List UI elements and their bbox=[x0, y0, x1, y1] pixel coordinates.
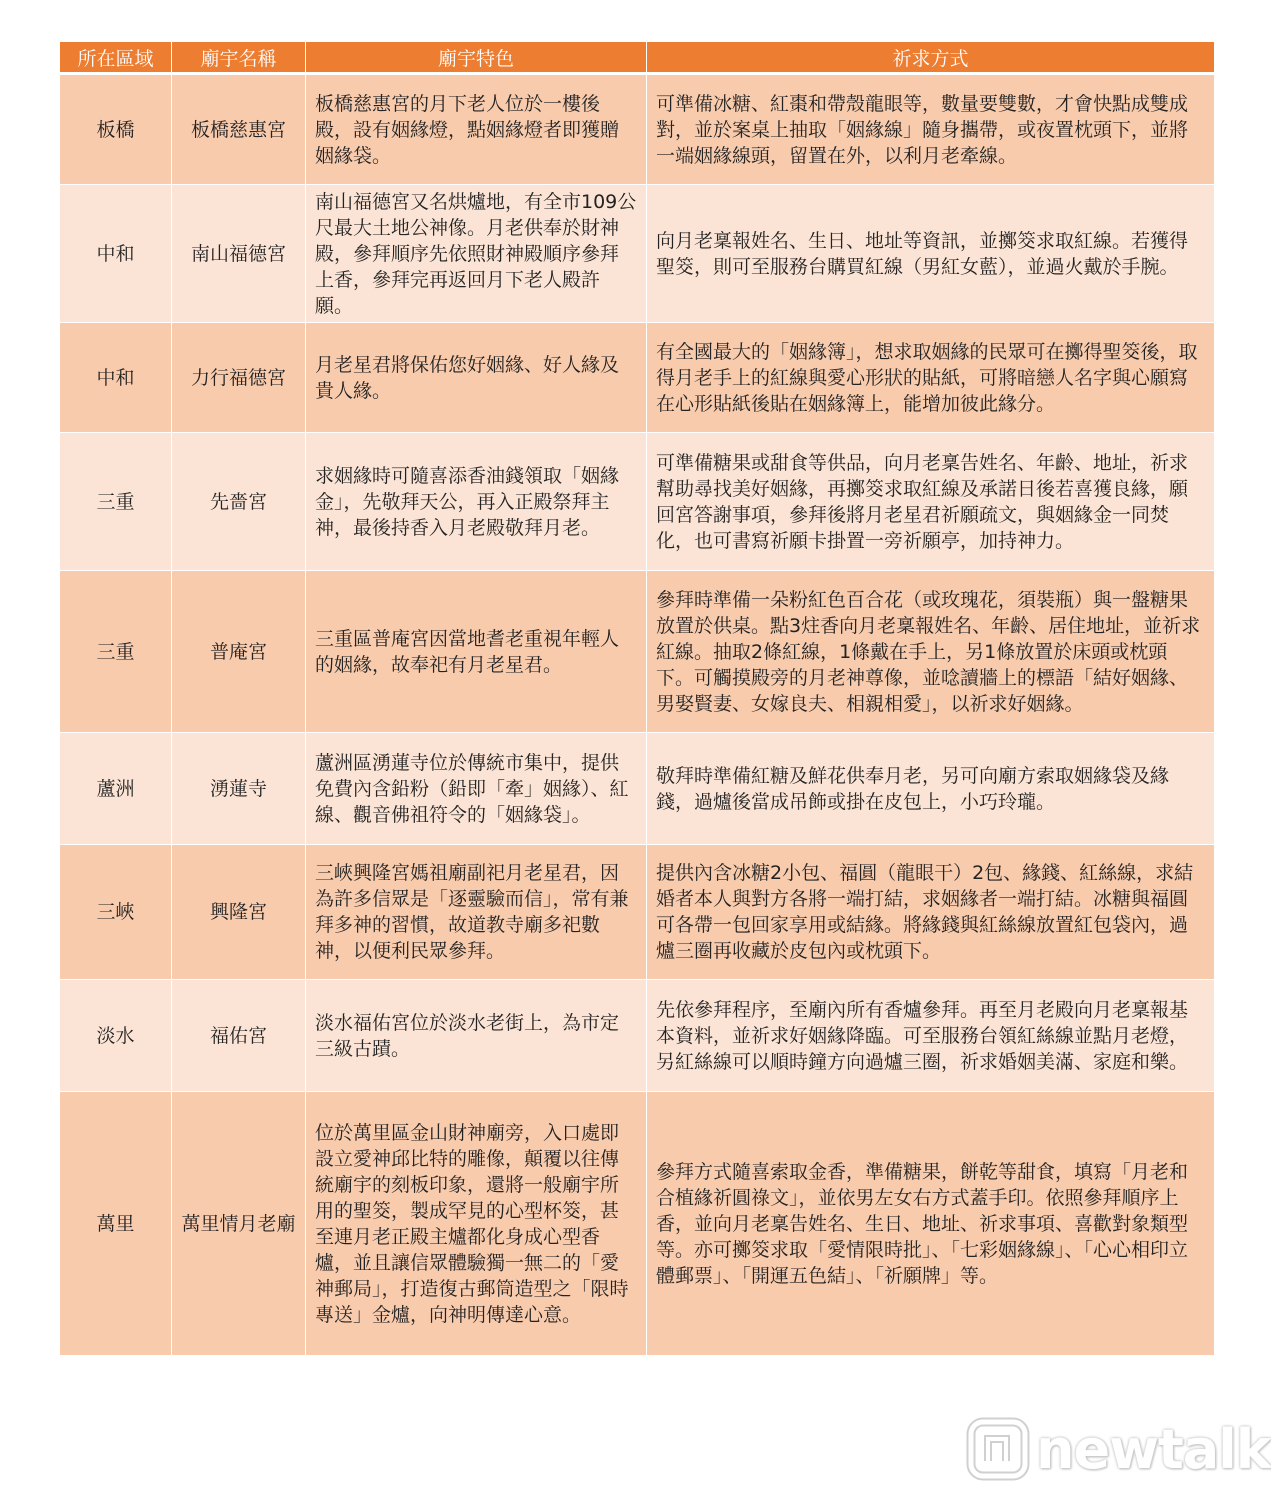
cell-temple: 板橋慈惠宮 bbox=[172, 74, 306, 185]
cell-area: 三重 bbox=[60, 571, 172, 733]
cell-area: 蘆洲 bbox=[60, 733, 172, 845]
cell-area: 中和 bbox=[60, 323, 172, 433]
cell-method: 可準備冰糖、紅棗和帶殼龍眼等，數量要雙數，才會快點成雙成對，並於案桌上抽取「姻緣線」隨身攜帶，或夜置枕頭下，並將一端姻緣線頭，留置在外，以利月老牽線。 bbox=[647, 74, 1215, 185]
header-temple: 廟宇名稱 bbox=[172, 42, 306, 74]
cell-method: 向月老稟報姓名、生日、地址等資訊，並擲筊求取紅線。若獲得聖筊，則可至服務台購買紅線（男紅女藍），並過火戴於手腕。 bbox=[647, 185, 1215, 323]
cell-feature: 淡水福佑宮位於淡水老街上，為市定三級古蹟。 bbox=[306, 980, 647, 1092]
temple-table bbox=[59, 41, 1215, 1356]
cell-temple: 普庵宮 bbox=[172, 571, 306, 733]
cell-feature: 位於萬里區金山財神廟旁，入口處即設立愛神邱比特的雕像，顛覆以往傳統廟宇的刻板印象，還將一般廟宇所用的聖筊，製成罕見的心型杯筊，甚至連月老正殿主爐都化身成心型香爐，並且讓信眾體驗獨一無二的「愛神郵局」，打造復古郵筒造型之「限時專送」金爐，向神明傳達心意。 bbox=[306, 1092, 647, 1356]
header-method: 祈求方式 bbox=[647, 42, 1215, 74]
newtalk-logo-icon bbox=[966, 1417, 1032, 1483]
cell-temple: 湧蓮寺 bbox=[172, 733, 306, 845]
header-area: 所在區域 bbox=[60, 42, 172, 74]
cell-method: 參拜方式隨喜索取金香，準備糖果，餅乾等甜食，填寫「月老和合植緣祈圓祿文」，並依男左女右方式蓋手印。依照參拜順序上香，並向月老稟告姓名、生日、地址、祈求事項、喜歡對象類型等。亦可擲筊求取「愛情限時批」、「七彩姻緣線」、「心心相印立體郵票」、「開運五色結」、「祈願牌」等。 bbox=[647, 1092, 1215, 1356]
cell-area: 三重 bbox=[60, 433, 172, 571]
cell-feature: 南山福德宮又名烘爐地，有全市109公尺最大土地公神像。月老供奉於財神殿，參拜順序先依照財神殿順序參拜上香，參拜完再返回月下老人殿許願。 bbox=[306, 185, 647, 323]
cell-temple: 福佑宮 bbox=[172, 980, 306, 1092]
table-row bbox=[60, 733, 1215, 845]
cell-feature: 蘆洲區湧蓮寺位於傳統市集中，提供免費內含鉛粉（鉛即「牽」姻緣）、紅線、觀音佛祖符令的「姻緣袋」。 bbox=[306, 733, 647, 845]
cell-feature: 板橋慈惠宮的月下老人位於一樓後殿，設有姻緣燈，點姻緣燈者即獲贈姻緣袋。 bbox=[306, 74, 647, 185]
cell-feature: 月老星君將保佑您好姻緣、好人緣及貴人緣。 bbox=[306, 323, 647, 433]
cell-method: 可準備糖果或甜食等供品，向月老稟告姓名、年齡、地址，祈求幫助尋找美好姻緣，再擲筊求取紅線及承諾日後若喜獲良緣，願回宮答謝事項，參拜後將月老星君祈願疏文，與姻緣金一同焚化，也可書寫祈願卡掛置一旁祈願亭，加持神力。 bbox=[647, 433, 1215, 571]
cell-feature: 求姻緣時可隨喜添香油錢領取「姻緣金」，先敬拜天公，再入正殿祭拜主神，最後持香入月老殿敬拜月老。 bbox=[306, 433, 647, 571]
table-row bbox=[60, 845, 1215, 980]
cell-area: 三峽 bbox=[60, 845, 172, 980]
cell-method: 提供內含冰糖2小包、福圓（龍眼干）2包、緣錢、紅絲線，求結婚者本人與對方各將一端打結，求姻緣者一端打結。冰糖與福圓可各帶一包回家享用或結緣。將緣錢與紅絲線放置紅包袋內，過爐三圈再收藏於皮包內或枕頭下。 bbox=[647, 845, 1215, 980]
table-row bbox=[60, 1092, 1215, 1356]
cell-temple: 興隆宮 bbox=[172, 845, 306, 980]
table-row bbox=[60, 433, 1215, 571]
cell-method: 先依參拜程序，至廟內所有香爐參拜。再至月老殿向月老稟報基本資料，並祈求好姻緣降臨。可至服務台領紅絲線並點月老燈，另紅絲線可以順時鐘方向過爐三圈，祈求婚姻美滿、家庭和樂。 bbox=[647, 980, 1215, 1092]
table-row bbox=[60, 980, 1215, 1092]
table-row bbox=[60, 185, 1215, 323]
cell-temple: 先嗇宮 bbox=[172, 433, 306, 571]
cell-method: 敬拜時準備紅糖及鮮花供奉月老，另可向廟方索取姻緣袋及緣錢，過爐後當成吊飾或掛在皮包上，小巧玲瓏。 bbox=[647, 733, 1215, 845]
cell-method: 有全國最大的「姻緣簿」，想求取姻緣的民眾可在擲得聖筊後，取得月老手上的紅線與愛心形狀的貼紙，可將暗戀人名字與心願寫在心形貼紙後貼在姻緣簿上，能增加彼此緣分。 bbox=[647, 323, 1215, 433]
cell-method: 參拜時準備一朵粉紅色百合花（或玫瑰花，須裝瓶）與一盤糖果放置於供桌。點3炷香向月老稟報姓名、年齡、居住地址，並祈求紅線。抽取2條紅線，1條戴在手上，另1條放置於床頭或枕頭下。可觸摸殿旁的月老神尊像，並唸讀牆上的標語「結好姻緣、男娶賢妻、女嫁良夫、相親相愛」，以祈求好姻緣。 bbox=[647, 571, 1215, 733]
cell-area: 萬里 bbox=[60, 1092, 172, 1356]
header-feature: 廟宇特色 bbox=[306, 42, 647, 74]
cell-area: 板橋 bbox=[60, 74, 172, 185]
temple-table-container bbox=[59, 41, 1214, 1356]
cell-feature: 三重區普庵宮因當地耆老重視年輕人的姻緣，故奉祀有月老星君。 bbox=[306, 571, 647, 733]
table-row bbox=[60, 571, 1215, 733]
cell-area: 淡水 bbox=[60, 980, 172, 1092]
newtalk-wordmark: newtalk bbox=[1036, 1418, 1271, 1481]
table-row bbox=[60, 323, 1215, 433]
newtalk-watermark bbox=[966, 1415, 1271, 1485]
cell-area: 中和 bbox=[60, 185, 172, 323]
cell-feature: 三峽興隆宮媽祖廟副祀月老星君，因為許多信眾是「逐靈驗而信」，常有兼拜多神的習慣，故道教寺廟多祀數神，以便利民眾參拜。 bbox=[306, 845, 647, 980]
cell-temple: 萬里情月老廟 bbox=[172, 1092, 306, 1356]
cell-temple: 力行福德宮 bbox=[172, 323, 306, 433]
header-row bbox=[60, 42, 1215, 74]
cell-temple: 南山福德宮 bbox=[172, 185, 306, 323]
table-row bbox=[60, 74, 1215, 185]
